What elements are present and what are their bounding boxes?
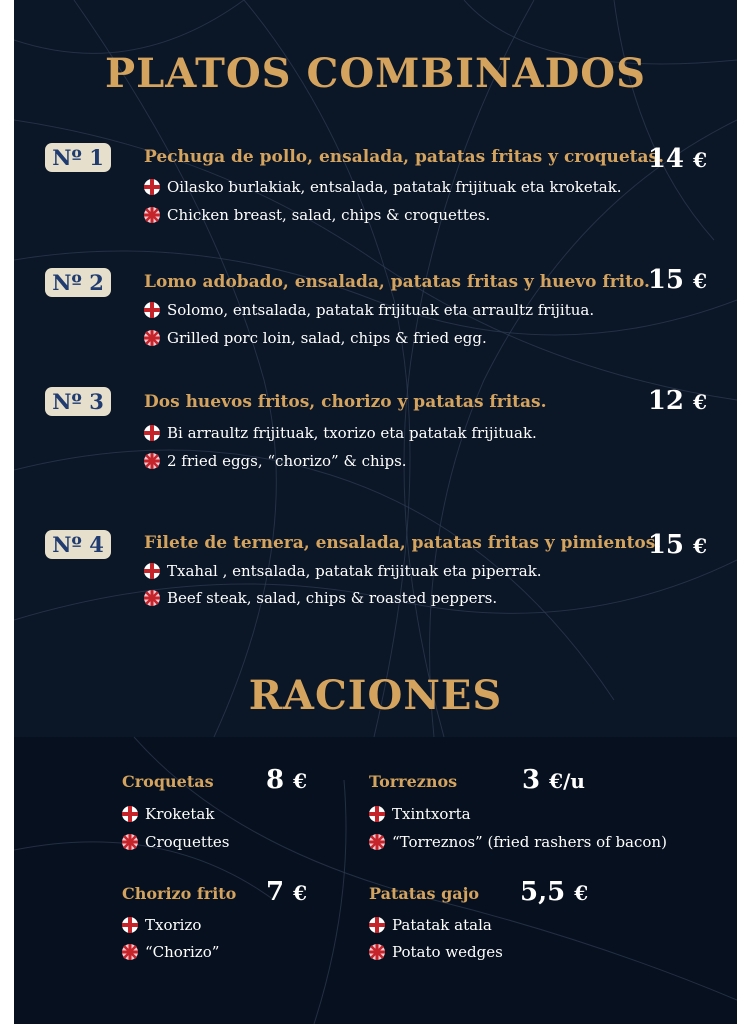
dish-name-eu: Solomo, entsalada, patatak frijituak eta arraultz frijitua.: [167, 301, 595, 319]
dish-name-en-row: [144, 329, 487, 347]
dish-price: 14 €: [647, 144, 707, 174]
racion-name-eu: Patatak atala: [392, 916, 492, 934]
dish-name-eu-row: [144, 424, 537, 442]
dish-name-eu-row: [144, 178, 622, 196]
dish-name-es: Lomo adobado, ensalada, patatas fritas y huevo frito.: [144, 272, 650, 292]
basque-flag-icon: [144, 563, 160, 579]
racion-name: Chorizo frito: [122, 884, 237, 903]
racion-name-en-row: [369, 943, 503, 961]
dish-name-en: 2 fried eggs, “chorizo” & chips.: [167, 452, 407, 470]
menu-panel: [14, 0, 737, 1024]
racion-name-eu: Txintxorta: [392, 805, 471, 823]
racion-name: Patatas gajo: [369, 884, 480, 903]
racion-name-eu-row: [122, 916, 201, 934]
dish-name-en: Chicken breast, salad, chips & croquettes.: [167, 206, 491, 224]
dish-number-badge: Nº 3: [45, 387, 111, 416]
uk-flag-icon: [144, 453, 160, 469]
dish-name-es: Pechuga de pollo, ensalada, patatas fritas y croquetas.: [144, 147, 665, 167]
dish-name-en-row: [144, 452, 407, 470]
basque-flag-icon: [122, 806, 138, 822]
dish-name-es: Dos huevos fritos, chorizo y patatas fritas.: [144, 392, 547, 412]
section-title-platos: PLATOS COMBINADOS: [105, 50, 646, 97]
racion-name-en: “Torreznos” (fried rashers of bacon): [392, 833, 667, 851]
racion-name: Croquetas: [122, 772, 214, 791]
racion-name: Torreznos: [369, 772, 458, 791]
dish-name-eu: Bi arraultz frijituak, txorizo eta patatak frijituak.: [167, 424, 537, 442]
racion-name-en: Potato wedges: [392, 943, 503, 961]
racion-price: 8 €: [266, 765, 308, 795]
basque-flag-icon: [369, 806, 385, 822]
racion-price: 5,5 €: [520, 877, 589, 907]
basque-flag-icon: [144, 179, 160, 195]
dish-name-eu: Txahal , entsalada, patatak frijituak eta piperrak.: [167, 562, 542, 580]
basque-flag-icon: [144, 302, 160, 318]
racion-name-en: Croquettes: [145, 833, 230, 851]
dish-number-badge: Nº 4: [45, 530, 111, 559]
racion-name-eu-row: [369, 805, 471, 823]
dish-name-eu: Oilasko burlakiak, entsalada, patatak frijituak eta kroketak.: [167, 178, 622, 196]
dish-name-en-row: [144, 206, 490, 224]
racion-name-eu-row: [369, 916, 492, 934]
racion-price: 7 €: [266, 877, 308, 907]
racion-name-en-row: [369, 833, 667, 851]
racion-price: 3 €/u: [522, 765, 585, 795]
racion-name-eu: Txorizo: [145, 916, 202, 934]
racion-name-en-row: [122, 943, 219, 961]
dish-name-es: Filete de ternera, ensalada, patatas fritas y pimientos.: [144, 533, 662, 553]
uk-flag-icon: [122, 944, 138, 960]
uk-flag-icon: [122, 834, 138, 850]
uk-flag-icon: [144, 330, 160, 346]
section-title-raciones: RACIONES: [248, 672, 503, 719]
dish-number-badge: Nº 2: [45, 268, 111, 297]
basque-flag-icon: [122, 917, 138, 933]
racion-name-eu-row: [122, 805, 214, 823]
dish-name-eu-row: [144, 301, 594, 319]
basque-flag-icon: [144, 425, 160, 441]
dish-price: 12 €: [647, 386, 707, 416]
dish-name-eu-row: [144, 562, 542, 580]
dish-number-badge: Nº 1: [45, 143, 111, 172]
uk-flag-icon: [144, 207, 160, 223]
dish-name-en: Grilled porc loin, salad, chips & fried egg.: [167, 329, 487, 347]
basque-flag-icon: [369, 917, 385, 933]
dish-name-en: Beef steak, salad, chips & roasted peppers.: [167, 589, 498, 607]
dish-price: 15 €: [647, 265, 707, 295]
uk-flag-icon: [369, 834, 385, 850]
dish-name-en-row: [144, 589, 497, 607]
uk-flag-icon: [144, 590, 160, 606]
racion-name-en-row: [122, 833, 229, 851]
dish-price: 15 €: [647, 530, 707, 560]
racion-name-eu: Kroketak: [145, 805, 215, 823]
racion-name-en: “Chorizo”: [145, 943, 220, 961]
uk-flag-icon: [369, 944, 385, 960]
